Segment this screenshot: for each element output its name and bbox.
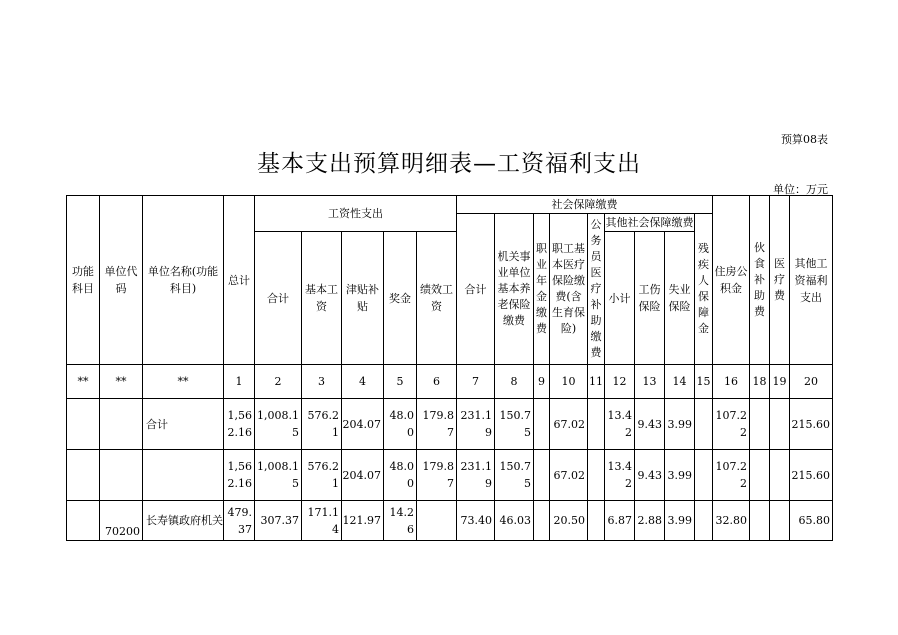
header-injury: 工伤保险 [635,232,665,365]
col-num: ** [67,365,100,399]
value-cell: 6.87 [605,501,635,541]
header-occupational: 职业年金缴费 [534,214,550,365]
value-cell: 14.26 [384,501,417,541]
value-cell: 3.99 [665,450,695,501]
value-cell: 307.37 [255,501,302,541]
header-medical-fee: 医疗费 [770,196,790,365]
value-cell: 576.21 [302,450,342,501]
value-cell [770,450,790,501]
value-cell: 48.00 [384,450,417,501]
col-num: 20 [790,365,833,399]
value-cell [695,450,713,501]
value-cell [695,399,713,450]
value-cell [417,501,457,541]
value-cell [770,399,790,450]
value-cell [588,399,605,450]
value-cell: 150.75 [495,399,534,450]
value-cell: 231.19 [457,450,495,501]
value-cell [750,399,770,450]
header-total: 总计 [224,196,255,365]
header-bonus: 奖金 [384,232,417,365]
header-social-total: 合计 [457,214,495,365]
value-cell: 1,008.15 [255,399,302,450]
header-base-salary: 基本工资 [302,232,342,365]
col-num: 13 [635,365,665,399]
header-pension: 机关事业单位基本养老保险缴费 [495,214,534,365]
value-cell: 204.07 [342,450,384,501]
value-cell [750,450,770,501]
value-cell: 46.03 [495,501,534,541]
value-cell: 48.00 [384,399,417,450]
value-cell: 204.07 [342,399,384,450]
header-allowance: 津贴补贴 [342,232,384,365]
value-cell: 13.42 [605,399,635,450]
header-other-social-group: 其他社会保障缴费 [605,214,695,232]
column-number-row [67,365,833,399]
col-num: 7 [457,365,495,399]
unit-code-cell: 70200 [100,501,143,541]
unit-name-cell [143,450,224,501]
col-num: ** [143,365,224,399]
header-unit-name: 单位名称(功能科目) [143,196,224,365]
header-housing: 住房公积金 [713,196,750,365]
unit-name-cell: 合计 [143,399,224,450]
value-cell: 215.60 [790,450,833,501]
value-cell: 3.99 [665,501,695,541]
form-number: 预算08表 [781,133,828,146]
col-num: 9 [534,365,550,399]
header-salary-group: 工资性支出 [255,196,457,232]
value-cell: 32.80 [713,501,750,541]
value-cell [695,501,713,541]
col-num: 14 [665,365,695,399]
value-cell: 107.22 [713,450,750,501]
col-num: 1 [224,365,255,399]
value-cell [750,501,770,541]
header-subtotal: 合计 [255,232,302,365]
value-cell [534,450,550,501]
value-cell: 107.22 [713,399,750,450]
value-cell: 73.40 [457,501,495,541]
value-cell: 13.42 [605,450,635,501]
value-cell: 1,562.16 [224,450,255,501]
value-cell: 479.37 [224,501,255,541]
col-num: 16 [713,365,750,399]
value-cell: 215.60 [790,399,833,450]
value-cell: 2.88 [635,501,665,541]
value-cell: 171.14 [302,501,342,541]
value-cell: 1,562.16 [224,399,255,450]
value-cell: 179.87 [417,450,457,501]
header-disability: 残疾人保障金 [695,214,713,365]
header-social-group: 社会保障缴费 [457,196,713,214]
header-meal: 伙食补助费 [750,196,770,365]
col-num: 4 [342,365,384,399]
value-cell: 65.80 [790,501,833,541]
header-unemployment: 失业保险 [665,232,695,365]
col-num: 19 [770,365,790,399]
func-subject-cell [67,450,100,501]
col-num: 11 [588,365,605,399]
header-medical: 职工基本医疗保险缴费(含生育保险) [550,214,588,365]
unit-label: 单位：万元 [773,183,828,196]
col-num: 15 [695,365,713,399]
col-num: ** [100,365,143,399]
value-cell: 3.99 [665,399,695,450]
value-cell [588,450,605,501]
value-cell [770,501,790,541]
value-cell: 231.19 [457,399,495,450]
header-civil-medical: 公务员医疗补助缴费 [588,214,605,365]
unit-name-cell: 长寿镇政府机关 [143,501,224,541]
header-other-welfare: 其他工资福利支出 [790,196,833,365]
value-cell: 67.02 [550,450,588,501]
col-num: 10 [550,365,588,399]
col-num: 12 [605,365,635,399]
col-num: 3 [302,365,342,399]
value-cell: 9.43 [635,399,665,450]
header-func-subject: 功能科目 [67,196,100,365]
unit-code-cell [100,399,143,450]
page-title: 基本支出预算明细表—工资福利支出 [257,151,641,177]
value-cell: 67.02 [550,399,588,450]
header-other-subtotal: 小计 [605,232,635,365]
unit-code-cell [100,450,143,501]
value-cell [534,501,550,541]
func-subject-cell [67,501,100,541]
col-num: 6 [417,365,457,399]
col-num: 2 [255,365,302,399]
col-num: 8 [495,365,534,399]
value-cell: 20.50 [550,501,588,541]
value-cell: 9.43 [635,450,665,501]
col-num: 5 [384,365,417,399]
value-cell: 121.97 [342,501,384,541]
header-unit-code: 单位代码 [100,196,143,365]
value-cell [588,501,605,541]
table-row [67,501,833,541]
func-subject-cell [67,399,100,450]
header-perf-salary: 绩效工资 [417,232,457,365]
value-cell: 179.87 [417,399,457,450]
value-cell [534,399,550,450]
table-row [67,399,833,450]
value-cell: 1,008.15 [255,450,302,501]
col-num: 18 [750,365,770,399]
budget-table [66,195,833,541]
value-cell: 150.75 [495,450,534,501]
table-row [67,450,833,501]
value-cell: 576.21 [302,399,342,450]
